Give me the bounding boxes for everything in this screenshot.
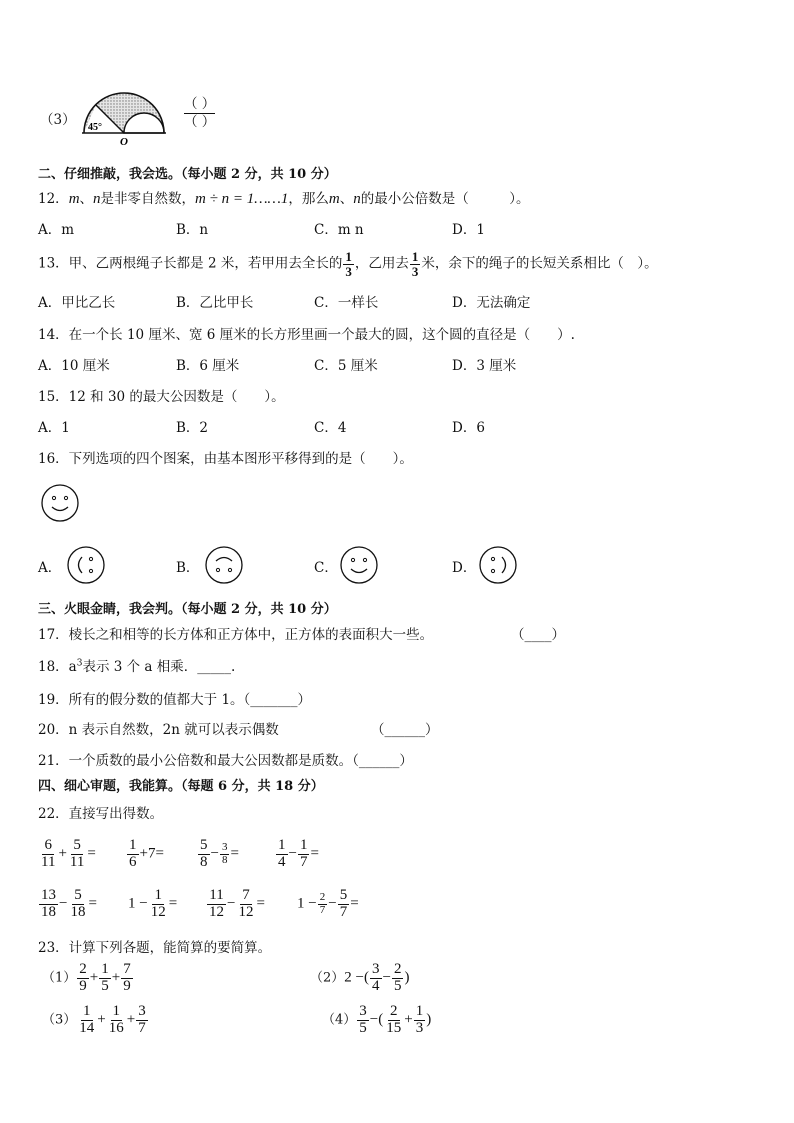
- question-21: 21．一个质数的最小公倍数和最大公因数都是质数。（______）: [38, 753, 413, 769]
- q15-option-c: C．4: [314, 420, 347, 436]
- figure-3-answer-fraction: [184, 96, 215, 131]
- q14-option-d: D．3 厘米: [452, 358, 517, 374]
- q12-var-n2: n: [353, 191, 361, 207]
- q12-text-3: 的最小公倍数是（ ）。: [360, 191, 530, 207]
- question-19: 19．所有的假分数的值都大于 1。（_______）: [38, 692, 312, 708]
- q12-option-c: C．m n: [314, 222, 364, 238]
- q12-var-m: m: [68, 191, 80, 207]
- q13-fraction-1: $\frac{1}{3}$: [345, 249, 352, 279]
- q23-problem-2: （2）2 −( $\frac{3}{4}$ − $\frac{2}{5}$ ): [310, 961, 410, 994]
- q13-fraction-2: $\frac{1}{3}$: [411, 249, 419, 279]
- fraction-top-blank: （ ）: [184, 96, 216, 112]
- base-smiley-icon: [40, 483, 80, 523]
- q13-option-c: C．一样长: [314, 295, 379, 311]
- option-c-smiley-icon: [339, 545, 379, 585]
- section-2-title: 二、仔细推敲，我会选。（每小题 2 分，共 10 分）: [38, 167, 337, 182]
- q14-option-c: C．5 厘米: [314, 358, 378, 374]
- section-4-title: 四、细心审题，我能算。（每题 6 分，共 18 分）: [38, 779, 324, 794]
- q18-text-2: 表示 3 个 a 相乘．: [82, 659, 198, 675]
- q13-text-3: 米，余下的绳子的长短关系相比（ ）。: [421, 255, 658, 272]
- q22-expr-8: 1 − $\frac{2}{7}$ − $\frac{5}{7}$ =: [297, 887, 359, 920]
- q13-option-d: D．无法确定: [452, 295, 531, 311]
- option-d-rotated-smiley-icon: [478, 545, 518, 585]
- option-a-rotated-smiley-icon: [66, 545, 106, 585]
- q13-text-1: 13．甲、乙两根绳子长都是 2 米，若甲用去全长的: [38, 255, 343, 272]
- question-22: 22．直接写出得数。: [38, 806, 164, 822]
- figure-3-label: （3）: [40, 112, 76, 128]
- q15-option-a: A．1: [38, 420, 70, 436]
- q12-text-2: ，那么: [288, 191, 329, 207]
- q13-text-2: ，乙用去: [354, 255, 409, 272]
- q22-expr-5: $\frac{13}{18}$ − $\frac{5}{18}$ =: [41, 887, 97, 920]
- question-23: 23．计算下列各题，能简算的要简算。: [38, 940, 272, 956]
- q16-option-b-label: B．: [176, 560, 200, 576]
- q14-option-a: A．10 厘米: [38, 358, 110, 374]
- q18-blank: _____: [197, 659, 232, 675]
- q16-option-c-label: C．: [314, 560, 338, 576]
- q18-end: .: [231, 659, 236, 675]
- question-20: 20．n 表示自然数，2n 就可以表示偶数: [38, 722, 279, 738]
- q12-var-n: n: [93, 191, 101, 207]
- q22-expr-4: $\frac{1}{4}$ − $\frac{1}{7}$ =: [278, 837, 319, 870]
- q12-text-1: 是非零自然数，: [100, 191, 196, 207]
- question-17: 17．棱长之和相等的长方体和正方体中，正方体的表面积大一些。: [38, 627, 434, 643]
- q15-option-d: D．6: [452, 420, 485, 436]
- section-3-title: 三、火眼金睛，我会判。（每小题 2 分，共 10 分）: [38, 602, 337, 617]
- q23-problem-4: （4） $\frac{3}{5}$ −( $\frac{2}{15}$ + $\frac{1}{3}$ ): [322, 1003, 432, 1036]
- q18-superscript: 3: [76, 658, 83, 669]
- question-12: [38, 187, 530, 208]
- q13-option-b: B．乙比甲长: [176, 295, 254, 311]
- q12-prefix: 12．: [38, 191, 69, 207]
- q12-expression: m ÷ n = 1……1: [195, 191, 289, 207]
- question-15: 15．12 和 30 的最大公因数是（ ）。: [38, 389, 285, 405]
- q12-option-b: B．n: [176, 222, 209, 238]
- q22-expr-6: 1 − $\frac{1}{12}$ =: [128, 887, 178, 920]
- q13-option-a: A．甲比乙长: [38, 295, 116, 311]
- q12-var-m2: m: [328, 191, 340, 207]
- q12-sep2: 、: [339, 191, 354, 207]
- angle-label: 45°: [88, 122, 102, 133]
- q20-answer-paren: （______）: [371, 722, 439, 738]
- q16-option-d-label: D．: [452, 560, 477, 576]
- center-label: O: [120, 136, 128, 147]
- q12-option-a: A．m: [38, 222, 75, 238]
- q17-answer-paren: （____）: [511, 627, 565, 643]
- q15-option-b: B．2: [176, 420, 209, 436]
- q22-expr-1: $\frac{6}{11}$ + $\frac{5}{11}$ =: [41, 837, 96, 870]
- option-b-flipped-smiley-icon: [204, 545, 244, 585]
- q16-option-a-label: A．: [38, 560, 62, 576]
- fraction-bottom-blank: （ ）: [184, 113, 216, 130]
- q22-expr-2: $\frac{1}{6}$ +7=: [129, 837, 164, 870]
- q18-text-1: 18．a: [38, 659, 77, 675]
- q23-problem-3: （3） $\frac{1}{14}$ + $\frac{1}{16}$ + $\frac{3}{7}$: [42, 1003, 146, 1036]
- q22-expr-3: $\frac{5}{8}$ − $\frac{3}{8}$ =: [200, 837, 239, 870]
- q12-sep: 、: [79, 191, 94, 207]
- semicircle-figure: [74, 85, 178, 147]
- q14-option-b: B．6 厘米: [176, 358, 240, 374]
- question-16: 16．下列选项的四个图案，由基本图形平移得到的是（ ）。: [38, 451, 413, 467]
- q23-problem-1: （1） $\frac{2}{9}$ + $\frac{1}{5}$ + $\frac{7}{9}$: [42, 961, 131, 994]
- q22-expr-7: $\frac{11}{12}$ − $\frac{7}{12}$ =: [209, 887, 265, 920]
- question-13: [38, 250, 658, 278]
- q12-option-d: D．1: [452, 222, 485, 238]
- question-18: [38, 655, 235, 675]
- question-14: 14．在一个长 10 厘米、宽 6 厘米的长方形里画一个最大的圆，这个圆的直径是（ ）.: [38, 327, 575, 343]
